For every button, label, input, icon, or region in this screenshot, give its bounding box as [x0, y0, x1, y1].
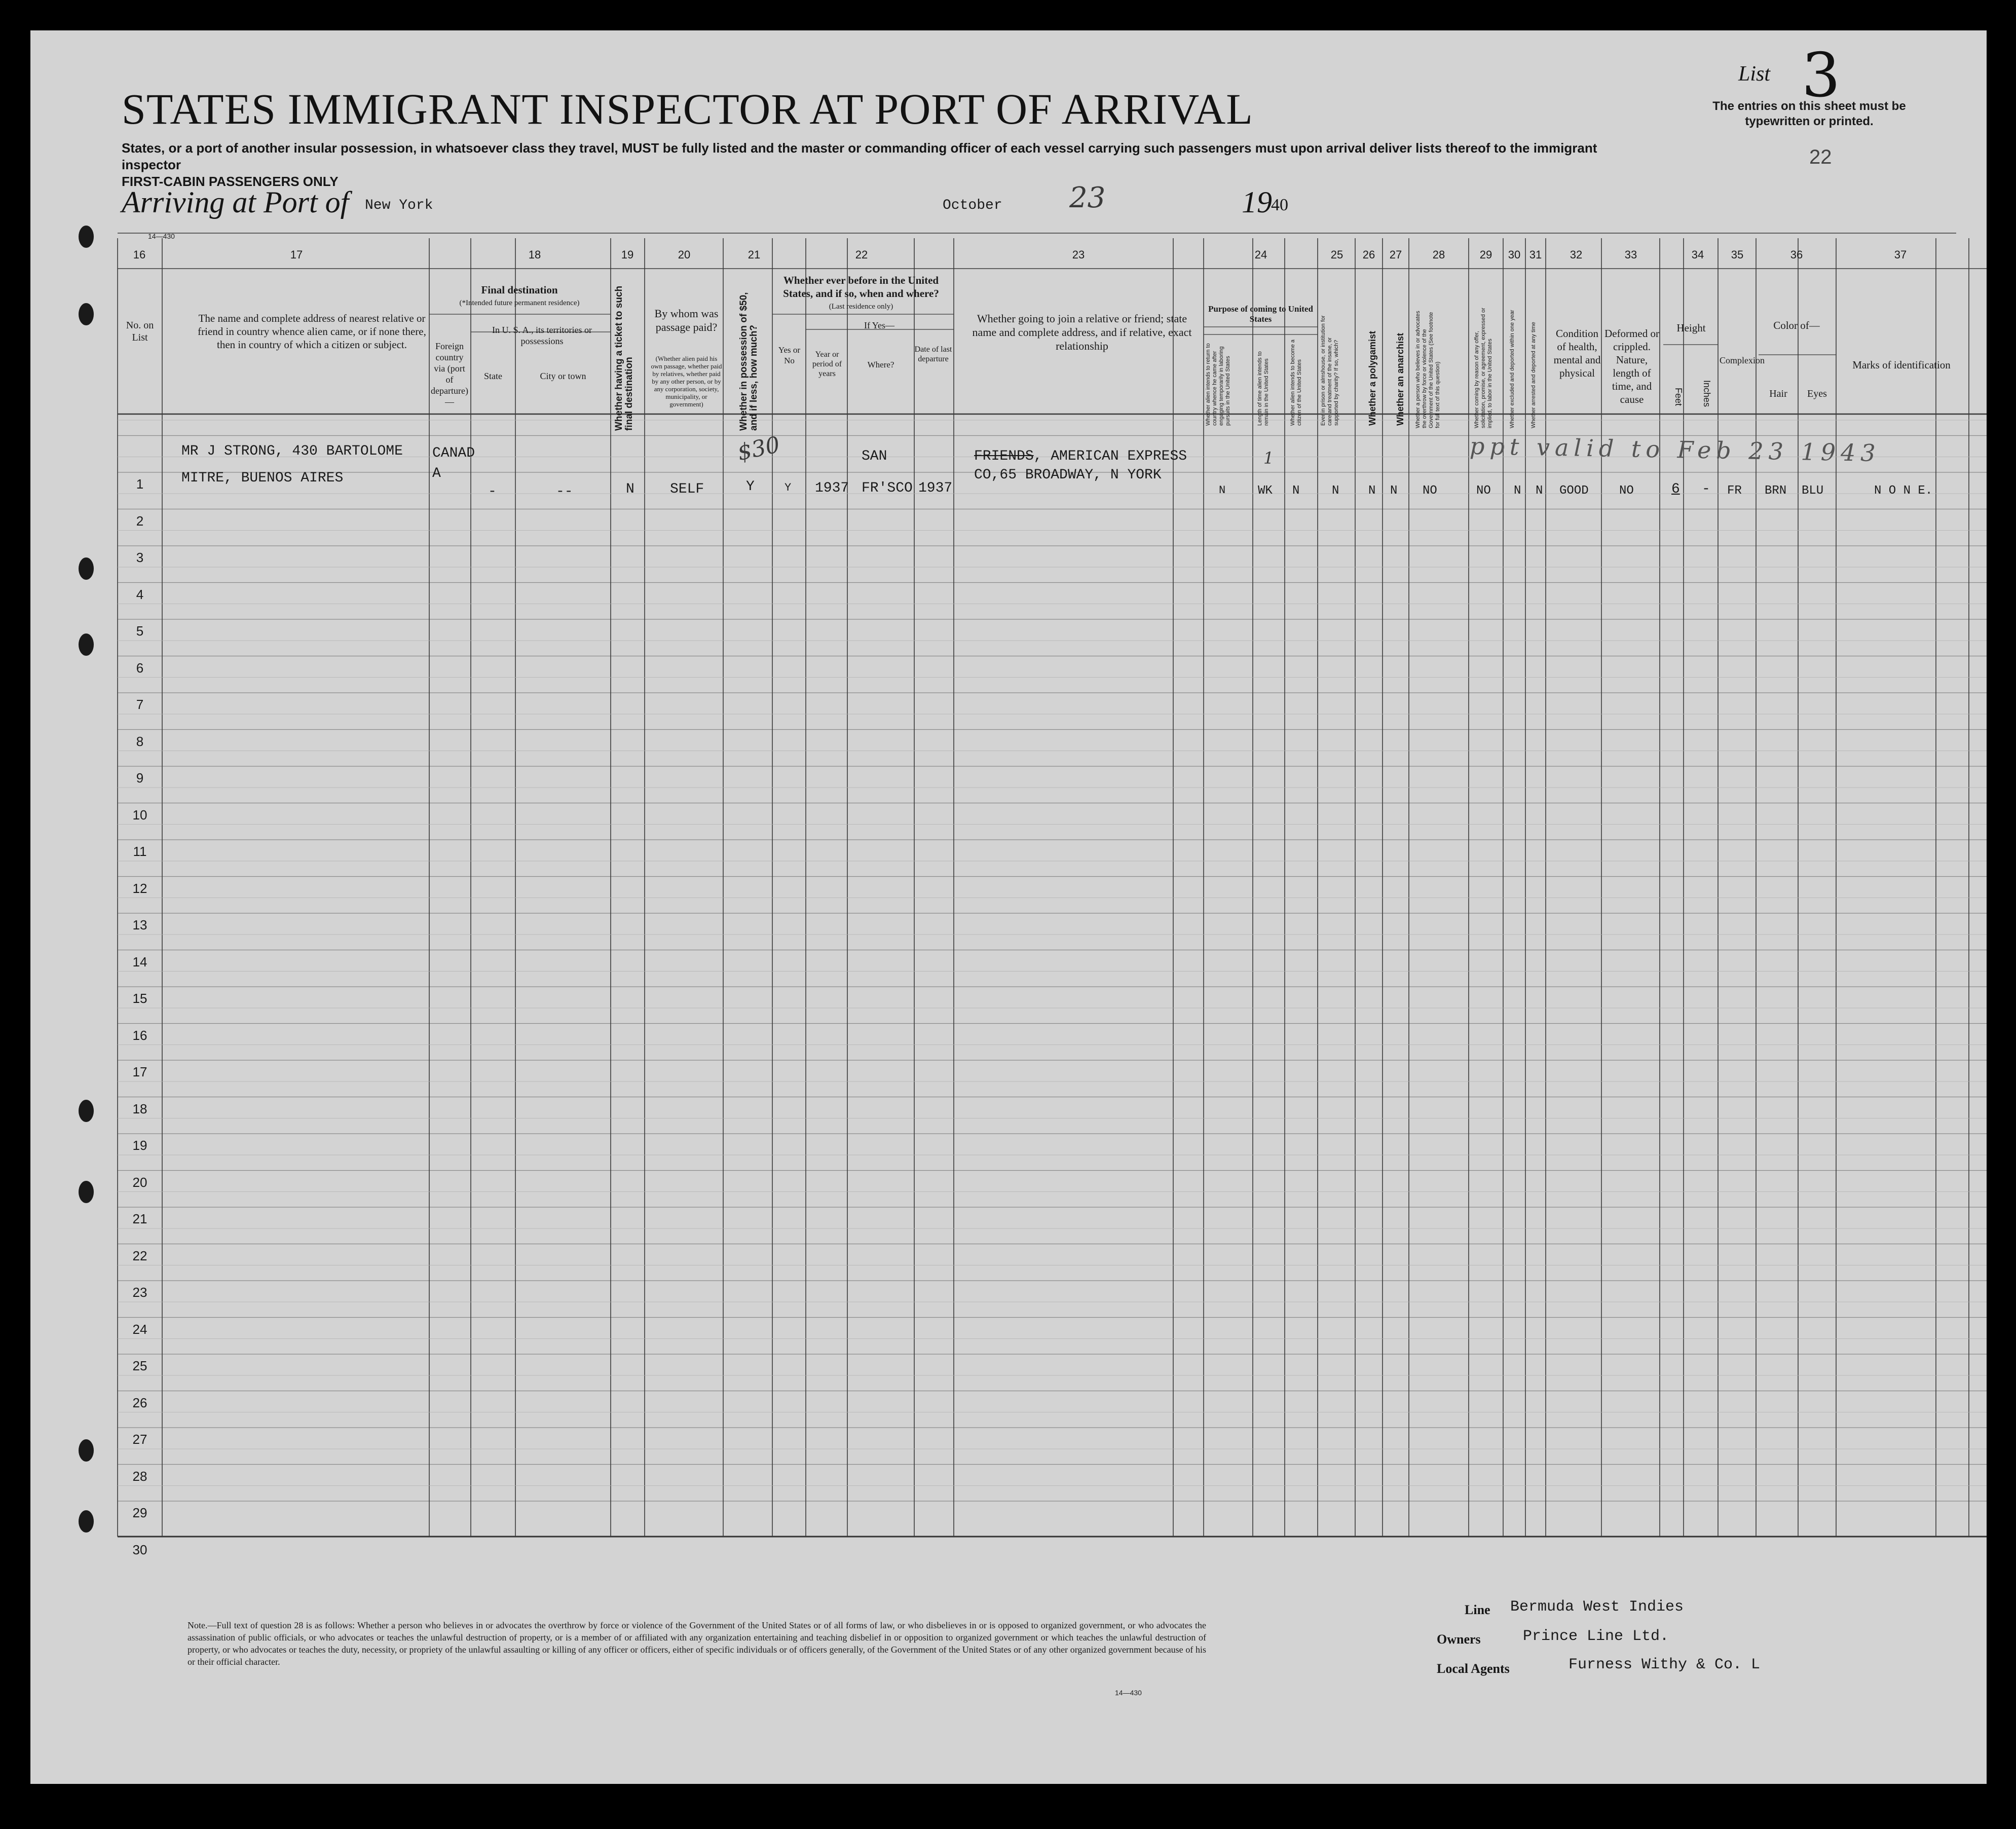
row-number: 5	[136, 623, 144, 639]
punch-hole	[79, 1439, 94, 1462]
row-number: 12	[132, 880, 147, 896]
join-struck-text: FRIENDS	[974, 449, 1034, 464]
health-value: GOOD	[1559, 484, 1589, 498]
question-28-footnote: Note.—Full text of question 28 is as follows: Whether a person who believes in or advocates the overthrow by force or violence of the Government of the United States or of all forms of law, or who disbelieves in or is opposed to organized government, or who advocates the assassination of public officials, or who advocates or teaches the unlawful destruction of property, or is a member of or affiliated with any organization entertaining and teaching disbelief in or opposition to organized government or which teaches the unlawful destruction of property, or who advocates or teaches the duty, necessity, or propriety of the unlawful assaulting or killing of any officer or officers, either of specific individuals or of officers generally, of the Government of the United States or of any other organized government because of his or their official character.	[188, 1620, 1206, 1667]
column-number: 17	[290, 248, 303, 261]
before-yes-value: Y	[785, 481, 792, 494]
header-overthrow: Whether a person who believes in or advocates the overthrow by force or violence of the Government of the United States (See footnote for full text of this question)	[1415, 311, 1441, 428]
deformed-value: NO	[1619, 484, 1634, 498]
column-number: 22	[855, 248, 868, 261]
row-number: 7	[136, 697, 144, 712]
column-number: 19	[621, 248, 634, 261]
money-value: Y	[746, 479, 755, 495]
row-number: 23	[132, 1285, 147, 1300]
money-handwritten: $30	[735, 431, 782, 466]
column-number: 31	[1529, 248, 1542, 261]
header-feet: Feet	[1673, 388, 1684, 406]
row-number: 19	[132, 1138, 147, 1153]
header-state: State	[484, 371, 502, 381]
return-value: N	[1219, 484, 1226, 497]
line-label: Line	[1465, 1602, 1490, 1617]
list-number: 3	[1802, 41, 1841, 111]
column-number: 24	[1254, 248, 1267, 261]
row-number: 30	[132, 1542, 147, 1557]
row-number: 16	[132, 1027, 147, 1043]
form-code: 14—430	[148, 232, 175, 240]
column-number: 26	[1362, 248, 1375, 261]
foreign-country-value: CANAD A	[432, 445, 475, 481]
prison-value: N	[1332, 484, 1339, 498]
row-number: 18	[132, 1101, 147, 1116]
row-number: 11	[133, 844, 147, 859]
row-number: 25	[132, 1358, 147, 1373]
paid-by-value: SELF	[670, 481, 704, 497]
row-number: 15	[132, 991, 147, 1006]
marks-value: N O N E.	[1874, 484, 1933, 498]
column-number: 23	[1072, 248, 1085, 261]
row-number: 29	[132, 1505, 147, 1520]
header-purpose: Purpose of coming to United States	[1208, 304, 1313, 324]
header-inches: Inches	[1702, 380, 1712, 407]
header-final-destination-note: (*Intended future permanent residence)	[459, 299, 580, 307]
column-number: 30	[1508, 248, 1521, 261]
row-number: 17	[132, 1064, 147, 1079]
header-join-relative: Whether going to join a relative or friend; state name and complete address, and if relative, exact relationship	[972, 312, 1192, 352]
inches-value: -	[1702, 481, 1710, 497]
header-labor-offer: Whether coming by reason of any offer, solicitation, promise, or agreement, expressed or implied, to labor in the United States	[1474, 308, 1493, 428]
manifest-sheet	[30, 30, 1987, 1784]
before-where-2: FR'SCO	[862, 480, 913, 496]
column-number: 18	[528, 248, 541, 261]
page-title: STATES IMMIGRANT INSPECTOR AT PORT OF ARRIVAL	[122, 85, 1253, 133]
header-anarchist: Whether an anarchist	[1395, 332, 1405, 426]
list-label: List	[1738, 62, 1771, 86]
header-passage-paid: By whom was passage paid?	[654, 307, 719, 333]
row-number: 1	[136, 476, 144, 492]
row-number: 21	[132, 1211, 147, 1226]
column-number: 37	[1894, 248, 1907, 261]
ticket-value: N	[626, 481, 634, 497]
join-relative-line-1	[974, 449, 1187, 464]
row-number: 28	[132, 1468, 147, 1484]
header-height: Height	[1676, 322, 1706, 334]
line-value: Bermuda West Indies	[1510, 1598, 1684, 1616]
agents-label: Local Agents	[1437, 1661, 1510, 1676]
class-line: FIRST-CABIN PASSENGERS ONLY	[122, 174, 339, 189]
header-last-residence: (Last residence only)	[829, 303, 893, 311]
header-final-destination: Final destination	[481, 284, 558, 296]
row-number: 20	[132, 1174, 147, 1190]
column-number: 36	[1790, 248, 1803, 261]
polygamist-value: N	[1368, 484, 1376, 498]
punch-hole	[79, 226, 94, 248]
hair-value: BRN	[1765, 484, 1787, 498]
header-fifty-dollars: Whether in possession of $50, and if less, how much?	[738, 292, 759, 431]
header-where: Where?	[867, 360, 894, 369]
header-complexion: Complexion	[1720, 355, 1765, 365]
owners-label: Owners	[1437, 1632, 1481, 1647]
stay-value: WK	[1258, 484, 1273, 498]
header-date-last-departure: Date of last departure	[914, 345, 952, 363]
header-if-yes: If Yes—	[864, 320, 894, 330]
header-ticket: Whether having a ticket to such final destination	[614, 285, 634, 431]
header-marks: Marks of identification	[1852, 359, 1951, 371]
punch-hole	[79, 1100, 94, 1122]
row-number: 27	[132, 1432, 147, 1447]
header-polygamist: Whether a polygamist	[1367, 330, 1377, 426]
header-before-in-us: Whether ever before in the United States, and if so, when and where?	[783, 274, 939, 300]
citizen-value: N	[1292, 484, 1300, 498]
header-hair: Hair	[1769, 388, 1787, 399]
header-passage-note: (Whether alien paid his own passage, whether paid by relatives, whether paid by any other person, or by any corporation, society, municipality, or government)	[651, 355, 722, 408]
month-value: October	[943, 198, 1002, 213]
row-number: 26	[132, 1395, 147, 1410]
row-number: 14	[132, 954, 147, 969]
row-number: 9	[136, 770, 144, 786]
day-value: 23	[1069, 181, 1106, 214]
before-date-value: 1937	[918, 480, 953, 496]
column-number: 16	[133, 248, 146, 261]
header-foreign-country: Foreign country via (port of departure)—	[431, 341, 468, 407]
header-color-of: Color of—	[1773, 319, 1820, 331]
header-length-of-stay: Length of time alien intends to remain in the United States	[1257, 351, 1270, 426]
header-prison: Ever in prison or almshouse, or institution for care and treatment of the insane, or supported by charity? If so, which?	[1320, 315, 1339, 426]
punch-hole	[79, 633, 94, 656]
excluded-value: N	[1514, 484, 1521, 498]
header-city: City or town	[540, 371, 586, 381]
header-no-on-list: No. on List	[126, 320, 154, 343]
column-number: 34	[1691, 248, 1704, 261]
state-value: -	[488, 484, 497, 500]
stay-handwritten: 1	[1263, 449, 1274, 468]
header-deported: Whether arrested and deported at any time	[1530, 322, 1537, 428]
row-number: 22	[132, 1248, 147, 1263]
punch-hole	[79, 557, 94, 580]
before-year-value: 1937	[815, 480, 849, 496]
punch-hole	[79, 1510, 94, 1533]
city-value: --	[556, 484, 573, 500]
deported-value: N	[1536, 484, 1543, 498]
port-value: New York	[365, 198, 433, 213]
footer-form-code: 14—430	[1115, 1689, 1142, 1697]
header-return-intent: Whether alien intends to return to country whence he came after engaging temporarily in laboring pursuits in the United States	[1205, 343, 1231, 426]
complexion-value: FR	[1727, 484, 1742, 498]
year-suffix: 40	[1271, 196, 1288, 214]
header-eyes: Eyes	[1807, 388, 1827, 399]
punch-hole	[79, 1181, 94, 1203]
relative-line-2: MITRE, BUENOS AIRES	[181, 470, 344, 486]
passport-annotation: ppt valid to Feb 23 1943	[1469, 432, 1881, 467]
header-nearest-relative: The name and complete address of nearest relative or friend in country whence alien came, or if none there, then in country of which a citizen or subject.	[198, 312, 426, 351]
row-number: 4	[136, 586, 144, 602]
overthrow-value: NO	[1423, 484, 1437, 498]
join-relative-line-2: CO,65 BROADWAY, N YORK	[974, 467, 1162, 483]
header-deformed: Deformed or crippled. Nature, length of time, and cause	[1604, 327, 1659, 405]
header-health: Condition of health, mental and physical	[1553, 327, 1601, 379]
column-number: 21	[748, 248, 761, 261]
before-where-1: SAN	[862, 449, 887, 464]
column-number: 25	[1330, 248, 1343, 261]
row-number: 13	[132, 917, 147, 932]
punch-hole	[79, 303, 94, 325]
instructions	[122, 140, 1642, 190]
relative-line-1: MR J STRONG, 430 BARTOLOME	[181, 443, 403, 459]
header-excluded: Whether excluded and deported within one year	[1509, 310, 1515, 428]
column-number: 35	[1731, 248, 1744, 261]
column-number: 20	[678, 248, 691, 261]
arriving-label: Arriving at Port of	[122, 185, 349, 219]
column-number: 27	[1389, 248, 1402, 261]
instructions-text: States, or a port of another insular possession, in whatsoever class they travel, MUST be fully listed and the master or commanding officer of each vessel carrying such passengers must upon arrival deliver lists thereof to the immigrant inspector	[122, 140, 1597, 172]
column-number: 32	[1570, 248, 1583, 261]
header-yes-or-no: Yes or No	[778, 345, 801, 365]
header-citizen-intent: Whether alien intends to become a citizen of the United States	[1290, 340, 1302, 426]
typed-notice: The entries on this sheet must be typewritten or printed.	[1712, 99, 1906, 128]
row-number: 10	[132, 807, 147, 823]
column-number: 33	[1624, 248, 1637, 261]
agents-value: Furness Withy & Co. L	[1569, 1656, 1761, 1673]
column-number: 28	[1432, 248, 1445, 261]
owners-value: Prince Line Ltd.	[1523, 1628, 1669, 1645]
manifest-grid	[30, 30, 1987, 1784]
column-number: 29	[1479, 248, 1492, 261]
row-number: 6	[136, 660, 144, 676]
row-number: 8	[136, 733, 144, 749]
header-in-usa: In U. S. A., its territories or possessions	[492, 325, 592, 346]
feet-value: 6	[1671, 481, 1680, 497]
page-stamp: 22	[1809, 146, 1832, 168]
offer-value: NO	[1476, 484, 1491, 498]
header-year-period: Year or period of years	[812, 350, 842, 378]
anarchist-value: N	[1390, 484, 1398, 498]
row-number: 24	[132, 1321, 147, 1337]
row-number: 3	[136, 550, 144, 565]
join-text: , AMERICAN EXPRESS	[1033, 449, 1187, 464]
row-number: 2	[136, 513, 144, 529]
eyes-value: BLU	[1802, 484, 1824, 498]
year-prefix: 19	[1242, 185, 1272, 219]
